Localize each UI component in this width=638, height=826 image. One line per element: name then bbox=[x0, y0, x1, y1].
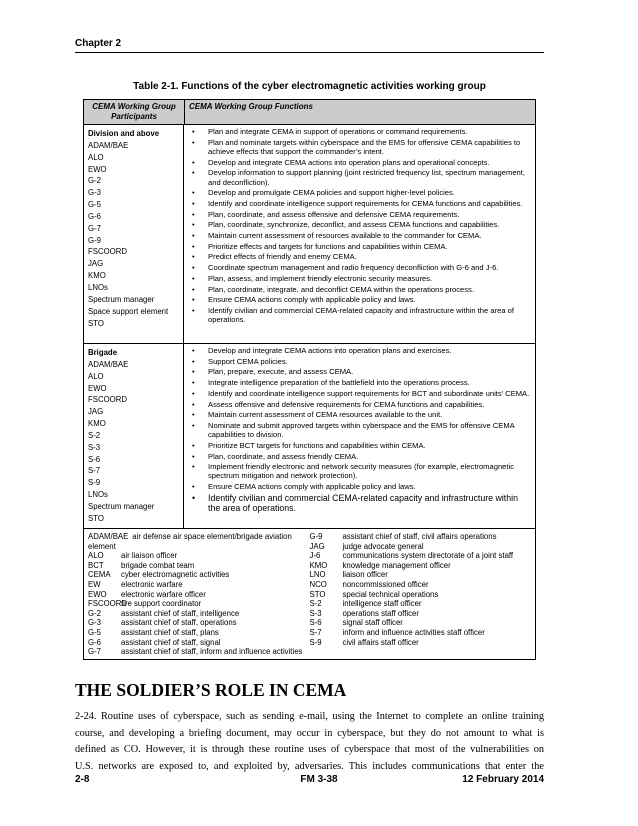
acronym-abbr: KMO bbox=[309, 560, 328, 570]
participant-item: S-7 bbox=[88, 466, 101, 476]
function-item: • Plan and nominate targets within cyberspace and the EMS for offensive CEMA capabilities to achieve effects that support the commander’s intent. bbox=[190, 138, 531, 156]
acronym-entry bbox=[88, 618, 310, 628]
acronym-definition: operations staff officer bbox=[342, 608, 419, 618]
acronym-entry bbox=[88, 570, 310, 580]
acronym-definition: assistant chief of staff, operations bbox=[121, 618, 237, 628]
acronym-definition: assistant chief of staff, plans bbox=[121, 627, 219, 637]
participant-item: G-6 bbox=[88, 211, 101, 221]
acronym-column-left bbox=[88, 532, 310, 657]
acronym-abbr: G-6 bbox=[88, 637, 101, 647]
participant-item: STO bbox=[88, 318, 104, 328]
acronym-definition: electronic warfare officer bbox=[121, 589, 206, 599]
function-item: • Predict effects of friendly and enemy CEMA. bbox=[190, 252, 531, 261]
acronym-definition: knowledge management officer bbox=[342, 560, 451, 570]
function-item: • Ensure CEMA actions comply with applicable policy and laws. bbox=[190, 295, 531, 304]
table-header-row bbox=[84, 100, 535, 125]
acronym-abbr: ALO bbox=[88, 551, 104, 561]
participant-item: G-2 bbox=[88, 176, 101, 186]
acronym-definition: assistant chief of staff, civil affairs operations bbox=[342, 532, 497, 541]
acronym-definition: civil affairs staff officer bbox=[342, 637, 419, 647]
acronym-definition: air liaison officer bbox=[121, 551, 178, 561]
acronym-entry bbox=[310, 618, 532, 628]
participant-item: LNOs bbox=[88, 282, 108, 292]
acronym-definition: signal staff officer bbox=[342, 618, 403, 628]
participant-item: S-6 bbox=[88, 454, 101, 464]
acronym-entry bbox=[88, 647, 310, 657]
acronym-abbr: STO bbox=[309, 589, 326, 599]
participant-item: KMO bbox=[88, 419, 106, 429]
acronym-abbr: G-5 bbox=[88, 627, 101, 637]
brigade-functions bbox=[184, 344, 535, 528]
paragraph-line: U.S. networks are exposed to, and exploited by, adversaries. This includes communications that enter the bbox=[75, 760, 544, 772]
participant-item: G-3 bbox=[88, 188, 101, 198]
acronym-definition: judge advocate general bbox=[342, 541, 424, 551]
acronym-abbr: FSCOORD bbox=[88, 599, 127, 609]
acronym-entry bbox=[88, 638, 310, 648]
function-item: • Prioritize effects and targets for functions and capabilities within CEMA. bbox=[190, 242, 531, 251]
participant-item: Space support element bbox=[88, 306, 169, 316]
acronym-legend bbox=[84, 529, 535, 659]
acronym-definition: special technical operations bbox=[342, 589, 439, 599]
paragraph-line: defined as CO. However, it is through these routine uses of cyberspace that most of the vulnerabilities on bbox=[75, 744, 544, 755]
acronym-abbr: S-9 bbox=[309, 637, 322, 647]
acronym-abbr: S-3 bbox=[309, 608, 322, 618]
function-item: • Identify and coordinate intelligence support requirements for CEMA functions and capabilities. bbox=[190, 199, 531, 208]
acronym-entry bbox=[310, 532, 532, 542]
function-item: • Plan, coordinate, integrate, and deconflict CEMA within the operations process. bbox=[190, 285, 531, 294]
division-row bbox=[84, 125, 535, 344]
function-item: • Identify and coordinate intelligence support requirements for BCT and subordinate units’ CEMA. bbox=[190, 389, 531, 398]
acronym-entry bbox=[88, 628, 310, 638]
participant-item: KMO bbox=[88, 271, 106, 281]
function-item: • Plan, coordinate, synchronize, deconflict, and assess CEMA functions and capabilities. bbox=[190, 220, 531, 229]
acronym-abbr: BCT bbox=[88, 560, 104, 570]
participant-group-heading: Brigade bbox=[88, 348, 118, 357]
participant-item: JAG bbox=[88, 407, 104, 417]
acronym-definition: fire support coordinator bbox=[121, 599, 202, 609]
acronym-abbr: G-7 bbox=[88, 647, 101, 657]
function-item: • Maintain current assessment of resources available to the commander for CEMA. bbox=[190, 231, 531, 240]
acronym-definition: assistant chief of staff, signal bbox=[121, 637, 221, 647]
chapter-label: Chapter 2 bbox=[75, 38, 122, 49]
function-item: • Support CEMA policies. bbox=[190, 357, 531, 366]
function-item: • Plan and integrate CEMA in support of operations or command requirements. bbox=[190, 127, 531, 136]
function-item: • Develop and integrate CEMA actions into operation plans and operational concepts. bbox=[190, 158, 531, 167]
division-participants bbox=[84, 125, 184, 343]
function-item: • Develop and promulgate CEMA policies and support higher-level policies. bbox=[190, 188, 531, 197]
function-item: • Identify civilian and commercial CEMA-related capacity and infrastructure within the area of operations. bbox=[190, 306, 531, 324]
acronym-definition: air defense air space element/brigade aviation element bbox=[88, 532, 292, 551]
acronym-entry bbox=[310, 561, 532, 571]
footer-date: 12 February 2014 bbox=[462, 774, 544, 785]
acronym-abbr: EW bbox=[88, 579, 101, 589]
participant-item: S-3 bbox=[88, 442, 101, 452]
acronym-definition: electronic warfare bbox=[121, 579, 183, 589]
acronym-entry bbox=[88, 580, 310, 590]
function-item: • Plan, prepare, execute, and assess CEMA. bbox=[190, 367, 531, 376]
function-item: • Assess offensive and defensive requirements for CEMA functions and capabilities. bbox=[190, 400, 531, 409]
acronym-abbr: NCO bbox=[309, 579, 327, 589]
participant-item: G-5 bbox=[88, 200, 101, 210]
table-title: Table 2-1. Functions of the cyber electromagnetic activities working group bbox=[133, 81, 486, 92]
participant-item: LNOs bbox=[88, 490, 108, 500]
acronym-abbr: EWO bbox=[88, 589, 107, 599]
acronym-abbr: S-2 bbox=[309, 599, 322, 609]
functions-column-header: CEMA Working Group Functions bbox=[189, 102, 313, 111]
acronym-definition: cyber electromagnetic activities bbox=[121, 570, 230, 580]
acronym-abbr: G-2 bbox=[88, 608, 101, 618]
acronym-entry bbox=[310, 609, 532, 619]
acronym-abbr: ADAM/BAE bbox=[88, 532, 129, 541]
acronym-abbr: LNO bbox=[309, 570, 326, 580]
participant-item: FSCOORD bbox=[88, 395, 127, 405]
participant-item: ADAM/BAE bbox=[88, 140, 129, 150]
function-item: • Integrate intelligence preparation of the battlefield into the operations process. bbox=[190, 378, 531, 387]
acronym-entry bbox=[310, 542, 532, 552]
footer-manual: FM 3-38 bbox=[300, 774, 338, 785]
cema-functions-table bbox=[83, 99, 536, 660]
acronym-abbr: J-6 bbox=[309, 551, 321, 561]
acronym-definition: intelligence staff officer bbox=[342, 599, 422, 609]
participant-item: EWO bbox=[88, 383, 107, 393]
acronym-entry bbox=[310, 590, 532, 600]
brigade-row bbox=[84, 344, 535, 529]
participant-item: S-2 bbox=[88, 430, 101, 440]
participant-item: ALO bbox=[88, 371, 104, 381]
acronym-abbr: S-7 bbox=[309, 627, 322, 637]
acronym-entry bbox=[310, 628, 532, 638]
function-item: • Plan, coordinate, and assess friendly CEMA. bbox=[190, 452, 531, 461]
acronym-entry bbox=[88, 590, 310, 600]
function-item: • Coordinate spectrum management and radio frequency deconfliction with G-6 and J-6. bbox=[190, 263, 531, 272]
acronym-definition: brigade combat team bbox=[121, 560, 195, 570]
participant-item: S-9 bbox=[88, 478, 101, 488]
participant-item: EWO bbox=[88, 164, 107, 174]
acronym-entry bbox=[310, 570, 532, 580]
brigade-participants bbox=[84, 344, 184, 528]
acronym-definition: noncommissioned officer bbox=[342, 579, 429, 589]
participant-item: STO bbox=[88, 513, 104, 523]
participant-item: ADAM/BAE bbox=[88, 359, 129, 369]
paragraph-line: course, and developing a briefing document, may occur in cyberspace, but they do not amount to what is bbox=[75, 727, 544, 739]
acronym-definition: assistant chief of staff, intelligence bbox=[121, 608, 240, 618]
acronym-abbr: CEMA bbox=[88, 570, 111, 580]
participants-column-header: CEMA Working Group Participants bbox=[84, 100, 185, 124]
participant-item: ALO bbox=[88, 152, 104, 162]
acronym-abbr: G-9 bbox=[309, 532, 323, 541]
acronym-column-right bbox=[310, 532, 532, 657]
paragraph-line: 2-24. Routine uses of cyberspace, such as sending e-mail, using the Internet to complete an online training bbox=[75, 711, 544, 722]
acronym-entry bbox=[88, 609, 310, 619]
function-item: • Plan, assess, and implement friendly electronic security measures. bbox=[190, 274, 531, 283]
function-item: • Plan, coordinate, and assess offensive and defensive CEMA requirements. bbox=[190, 210, 531, 219]
acronym-entry bbox=[310, 580, 532, 590]
participant-item: Spectrum manager bbox=[88, 294, 155, 304]
acronym-definition: communications system directorate of a joint staff bbox=[342, 551, 514, 561]
participant-group-heading: Division and above bbox=[88, 129, 160, 138]
function-item: • Develop and integrate CEMA actions into operation plans and exercises. bbox=[190, 346, 531, 355]
acronym-definition: liaison officer bbox=[342, 570, 388, 580]
acronym-abbr: S-6 bbox=[309, 618, 322, 628]
acronym-entry bbox=[310, 551, 532, 561]
acronym-abbr: JAG bbox=[309, 541, 325, 551]
function-item: • Identify civilian and commercial CEMA-related capacity and infrastructure within the area of operations. bbox=[190, 493, 531, 514]
function-item: • Prioritize BCT targets for functions and capabilities within CEMA. bbox=[190, 441, 531, 450]
division-functions bbox=[184, 125, 535, 343]
acronym-entry bbox=[88, 561, 310, 571]
section-heading: THE SOLDIER’S ROLE IN CEMA bbox=[75, 680, 347, 700]
function-item: • Nominate and submit approved targets within cyberspace and the EMS for offensive CEMA capabilities to division. bbox=[190, 421, 531, 439]
function-item: • Maintain current assessment of CEMA resources available to the unit. bbox=[190, 410, 531, 419]
acronym-entry bbox=[88, 532, 310, 551]
participant-item: FSCOORD bbox=[88, 247, 127, 257]
acronym-definition: inform and influence activities staff officer bbox=[342, 627, 485, 637]
function-item: • Ensure CEMA actions comply with applicable policy and laws. bbox=[190, 482, 531, 491]
header-rule bbox=[75, 52, 544, 53]
acronym-entry bbox=[88, 599, 310, 609]
function-item: • Develop information to support planning (joint restricted frequency list, spectrum management, and deconfliction). bbox=[190, 168, 531, 186]
participant-item: G-7 bbox=[88, 223, 101, 233]
participant-item: Spectrum manager bbox=[88, 501, 155, 511]
acronym-abbr: G-3 bbox=[88, 618, 101, 628]
acronym-entry bbox=[310, 599, 532, 609]
participant-item: JAG bbox=[88, 259, 104, 269]
acronym-definition: assistant chief of staff, inform and influence activities bbox=[121, 647, 303, 657]
participant-item: G-9 bbox=[88, 235, 101, 245]
function-item: • Implement friendly electronic and network security measures (for example, electromagnetic spectrum mitigation and network protection). bbox=[190, 462, 531, 480]
body-paragraph bbox=[75, 709, 544, 775]
footer-page-number: 2-8 bbox=[75, 774, 90, 785]
acronym-entry bbox=[88, 551, 310, 561]
acronym-entry bbox=[310, 638, 532, 648]
